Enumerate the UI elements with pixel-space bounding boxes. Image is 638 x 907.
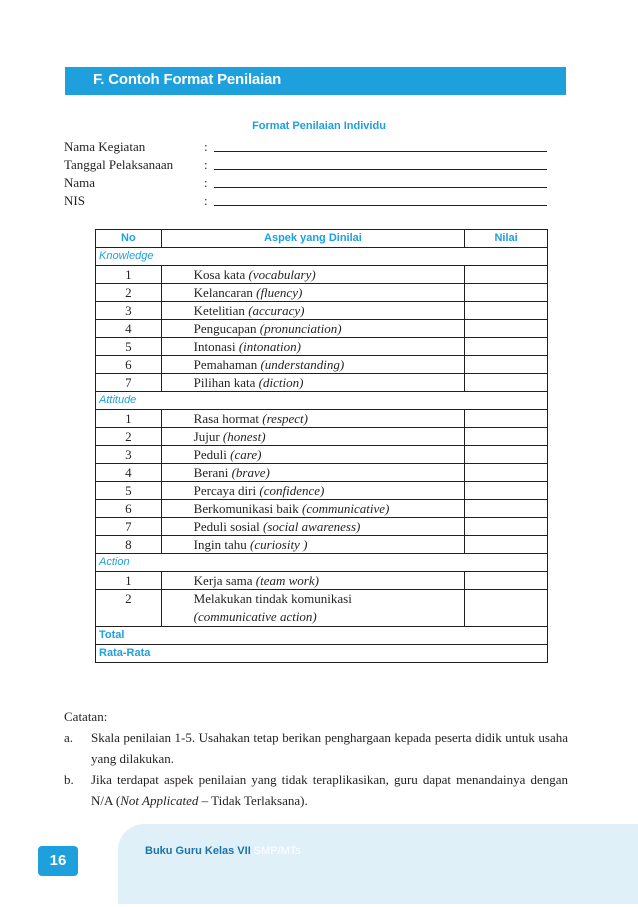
table-row <box>96 410 548 428</box>
table-header-row <box>96 230 548 248</box>
note-text-end: – Tidak Terlaksana). <box>198 793 308 808</box>
aspect-english: (care) <box>230 447 262 462</box>
aspect-english: (curiosity ) <box>250 537 308 552</box>
row-number: 6 <box>96 500 162 518</box>
table-row <box>96 320 548 338</box>
aspect-text: Peduli <box>193 447 231 462</box>
aspect-english: (brave) <box>231 465 270 480</box>
aspect-english: (respect) <box>262 411 308 426</box>
knowledge-section <box>96 248 548 392</box>
note-text: Jika terdapat aspek penilaian yang tidak teraplikasikan, guru dapat menandainya dengan N/A ( <box>91 772 568 808</box>
row-number: 7 <box>96 374 162 392</box>
score-cell[interactable] <box>465 500 548 518</box>
row-number: 1 <box>96 572 162 590</box>
score-cell[interactable] <box>465 428 548 446</box>
row-number: 8 <box>96 536 162 554</box>
score-cell[interactable] <box>465 536 548 554</box>
table-row <box>96 500 548 518</box>
row-number: 6 <box>96 356 162 374</box>
row-number: 2 <box>96 428 162 446</box>
aspect-cell <box>161 356 465 374</box>
aspect-text: Ketelitian <box>193 303 249 318</box>
aspect-text: Berkomunikasi baik <box>193 501 302 516</box>
aspect-cell <box>161 320 465 338</box>
aspect-english: (understanding) <box>260 357 345 372</box>
aspect-cell <box>161 500 465 518</box>
section-heading-bar <box>65 67 566 95</box>
score-cell[interactable] <box>465 482 548 500</box>
note-text-italic: Not Applicated <box>120 793 199 808</box>
header-aspect: Aspek yang Dinilai <box>161 230 465 248</box>
category-row <box>96 248 548 266</box>
table-row <box>96 572 548 590</box>
notes-heading: Catatan: <box>64 709 108 724</box>
aspect-text: Ingin tahu <box>193 537 250 552</box>
field-colon: : <box>204 139 208 154</box>
table-row <box>96 428 548 446</box>
footer-band <box>118 824 638 904</box>
field-label: Nama <box>64 175 96 190</box>
row-number: 2 <box>96 284 162 302</box>
table-row <box>96 518 548 536</box>
field-blank-line[interactable] <box>214 169 547 170</box>
note-marker: a. <box>64 730 74 745</box>
header-no: No <box>96 230 162 248</box>
aspect-cell <box>161 338 465 356</box>
aspect-english: (accuracy) <box>248 303 305 318</box>
aspect-cell <box>161 374 465 392</box>
category-label: Attitude <box>96 392 548 410</box>
aspect-english: (intonation) <box>238 339 301 354</box>
field-blank-line[interactable] <box>214 187 547 188</box>
field-label: Nama Kegiatan <box>64 139 146 154</box>
note-text: Skala penilaian 1-5. Usahakan tetap berikan penghargaan kepada peserta didik untuk usaha yang dilakukan. <box>91 730 568 766</box>
average-label: Rata-Rata <box>96 645 548 663</box>
row-number: 3 <box>96 446 162 464</box>
table-row <box>96 356 548 374</box>
score-cell[interactable] <box>465 374 548 392</box>
aspect-text: Intonasi <box>193 339 239 354</box>
field-blank-line[interactable] <box>214 205 547 206</box>
row-number: 4 <box>96 464 162 482</box>
score-cell[interactable] <box>465 338 548 356</box>
footer-book-title <box>145 845 301 857</box>
table-row <box>96 446 548 464</box>
aspect-text: Jujur <box>193 429 223 444</box>
row-number: 4 <box>96 320 162 338</box>
score-cell[interactable] <box>465 284 548 302</box>
book-subtitle: SMP/MTs <box>253 845 301 857</box>
section-heading: F. Contoh Format Penilaian <box>93 71 282 88</box>
row-number: 2 <box>96 590 162 627</box>
table-row <box>96 464 548 482</box>
total-label: Total <box>96 627 548 645</box>
table-row <box>96 482 548 500</box>
field-label: NIS <box>64 193 85 208</box>
table-row <box>96 536 548 554</box>
aspect-english: (vocabulary) <box>248 267 316 282</box>
aspect-text: Percaya diri <box>193 483 260 498</box>
aspect-english: (diction) <box>258 375 304 390</box>
score-cell[interactable] <box>465 572 548 590</box>
aspect-text: Melakukan tindak komunikasi <box>193 591 352 606</box>
category-row <box>96 392 548 410</box>
aspect-english: (team work) <box>255 573 319 588</box>
aspect-cell <box>161 428 465 446</box>
aspect-text: Pilihan kata <box>193 375 259 390</box>
aspect-english: (confidence) <box>259 483 325 498</box>
aspect-text: Kosa kata <box>193 267 249 282</box>
field-colon: : <box>204 193 208 208</box>
aspect-cell <box>161 464 465 482</box>
score-cell[interactable] <box>465 518 548 536</box>
aspect-text: Pemahaman <box>193 357 261 372</box>
note-marker: b. <box>64 772 74 787</box>
score-cell[interactable] <box>465 302 548 320</box>
field-colon: : <box>204 157 208 172</box>
average-row <box>96 645 548 663</box>
field-label: Tanggal Pelaksanaan <box>64 157 174 172</box>
page-number: 16 <box>38 846 78 876</box>
score-cell[interactable] <box>465 590 548 627</box>
row-number: 1 <box>96 410 162 428</box>
table-row <box>96 338 548 356</box>
action-section <box>96 554 548 627</box>
score-cell[interactable] <box>465 320 548 338</box>
aspect-english: (communicative) <box>302 501 390 516</box>
aspect-text: Berani <box>193 465 232 480</box>
category-label: Knowledge <box>96 248 548 266</box>
attitude-section <box>96 392 548 554</box>
aspect-cell <box>161 284 465 302</box>
score-cell[interactable] <box>465 410 548 428</box>
aspect-english: (communicative action) <box>193 609 317 624</box>
form-title: Format Penilaian Individu <box>252 120 386 132</box>
score-cell[interactable] <box>465 266 548 284</box>
notes <box>64 706 568 811</box>
table-row <box>96 590 548 627</box>
table-row <box>96 266 548 284</box>
book-title: Buku Guru Kelas VII <box>145 845 251 857</box>
field-colon: : <box>204 175 208 190</box>
aspect-text: Rasa hormat <box>193 411 263 426</box>
row-number: 7 <box>96 518 162 536</box>
field-blank-line[interactable] <box>214 151 547 152</box>
note-item <box>64 769 568 811</box>
score-cell[interactable] <box>465 356 548 374</box>
aspect-english: (pronunciation) <box>259 321 342 336</box>
aspect-cell <box>161 518 465 536</box>
note-item <box>64 727 568 769</box>
score-cell[interactable] <box>465 464 548 482</box>
score-cell[interactable] <box>465 446 548 464</box>
aspect-text: Pengucapan <box>193 321 260 336</box>
aspect-cell <box>161 266 465 284</box>
aspect-cell <box>161 302 465 320</box>
table-row <box>96 374 548 392</box>
table-row <box>96 302 548 320</box>
aspect-cell <box>161 572 465 590</box>
total-row <box>96 627 548 645</box>
aspect-english: (fluency) <box>256 285 303 300</box>
aspect-text: Kelancaran <box>193 285 257 300</box>
aspect-text: Peduli sosial <box>193 519 264 534</box>
aspect-cell <box>161 410 465 428</box>
aspect-english: (honest) <box>222 429 266 444</box>
category-row <box>96 554 548 572</box>
aspect-cell <box>161 536 465 554</box>
header-value: Nilai <box>465 230 548 248</box>
aspect-text: Kerja sama <box>193 573 256 588</box>
row-number: 5 <box>96 482 162 500</box>
row-number: 1 <box>96 266 162 284</box>
aspect-cell <box>161 482 465 500</box>
category-label: Action <box>96 554 548 572</box>
row-number: 5 <box>96 338 162 356</box>
table-row <box>96 284 548 302</box>
aspect-english: (social awareness) <box>263 519 361 534</box>
aspect-cell <box>161 446 465 464</box>
aspect-cell <box>161 590 465 627</box>
assessment-table <box>95 229 548 663</box>
row-number: 3 <box>96 302 162 320</box>
